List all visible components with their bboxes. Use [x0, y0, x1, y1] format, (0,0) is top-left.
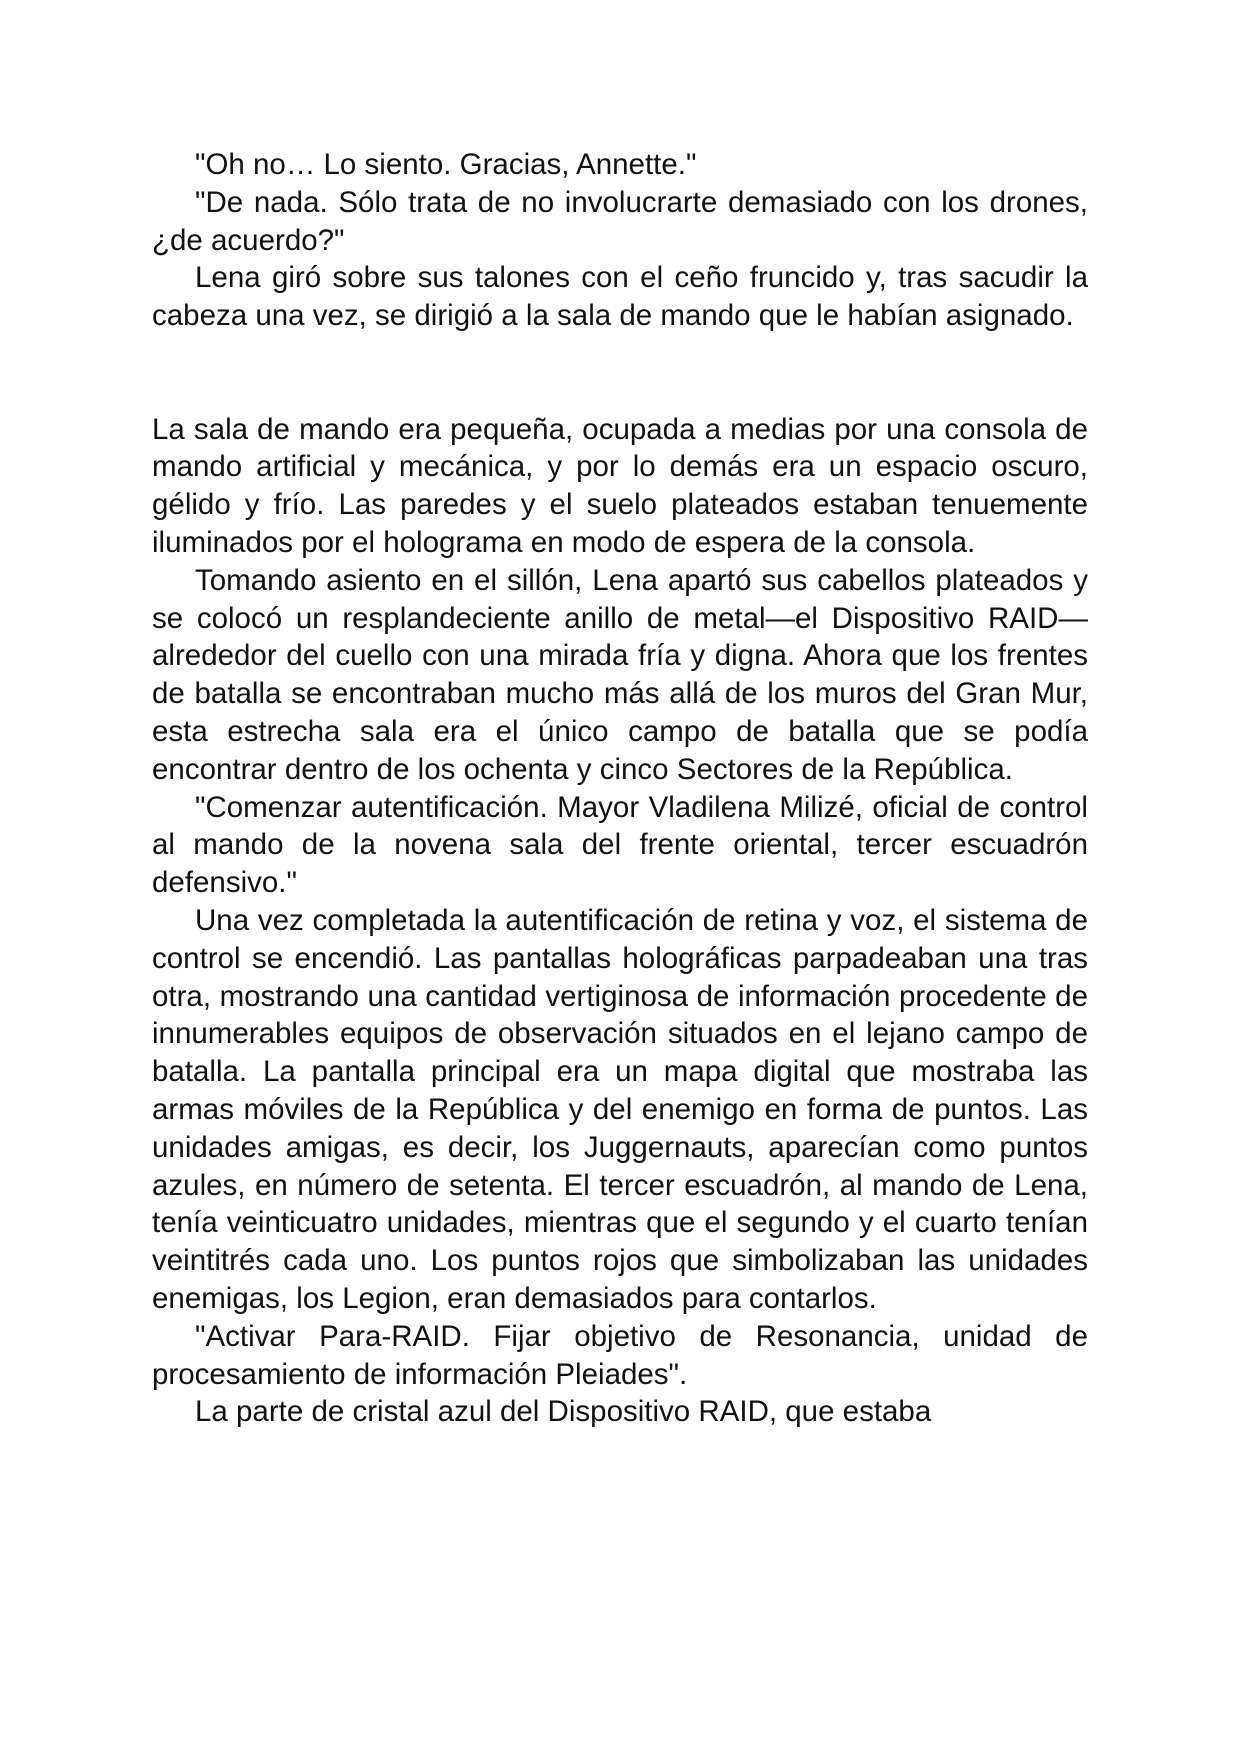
paragraph: La sala de mando era pequeña, ocupada a medias por una consola de mando artificial y mecánica, y por lo demás era un espacio oscuro, gélido y frío. Las paredes y el suelo plateados estaban tenuemente iluminados por el holograma en modo de espera de la consola. [152, 412, 1088, 559]
paragraph: "Comenzar autentificación. Mayor Vladilena Milizé, oficial de control al mando de la novena sala del frente oriental, tercer escuadrón defensivo." [152, 790, 1088, 900]
paragraph: "Activar Para-RAID. Fijar objetivo de Resonancia, unidad de procesamiento de información Pleiades". [152, 1319, 1088, 1391]
paragraph: "De nada. Sólo trata de no involucrarte demasiado con los drones, ¿de acuerdo?" [152, 185, 1088, 257]
paragraph: Tomando asiento en el sillón, Lena apartó sus cabellos plateados y se colocó un resplandeciente anillo de metal—el Dispositivo RAID—alrededor del cuello con una mirada fría y digna. Ahora que los frentes de batalla se encontraban mucho más allá de los muros del Gran Mur, esta estrecha sala era el único campo de batalla que se podía encontrar dentro de los ochenta y cinco Sectores de la República. [152, 563, 1088, 786]
section-break [152, 335, 1088, 411]
paragraph: La parte de cristal azul del Dispositivo RAID, que estaba [195, 1395, 932, 1429]
body-text [152, 146, 1088, 1431]
paragraph: "Oh no… Lo siento. Gracias, Annette." [195, 148, 697, 181]
paragraph: Lena giró sobre sus talones con el ceño fruncido y, tras sacudir la cabeza una vez, se dirigió a la sala de mando que le habían asignado. [152, 261, 1088, 333]
paragraph: Una vez completada la autentificación de retina y voz, el sistema de control se encendió. Las pantallas holográficas parpadeaban una tras otra, mostrando una cantidad vertiginosa de información procedente de innumerables equipos de observación situados en el lejano campo de batalla. La pantalla principal era un mapa digital que mostraba las armas móviles de la República y del enemigo en forma de puntos. Las unidades amigas, es decir, los Juggernauts, aparecían como puntos azules, en número de setenta. El tercer escuadrón, al mando de Lena, tenía veinticuatro unidades, mientras que el segundo y el cuarto tenían veintitrés cada uno. Los puntos rojos que simbolizaban las unidades enemigas, los Legion, eran demasiados para contarlos. [152, 903, 1088, 1315]
